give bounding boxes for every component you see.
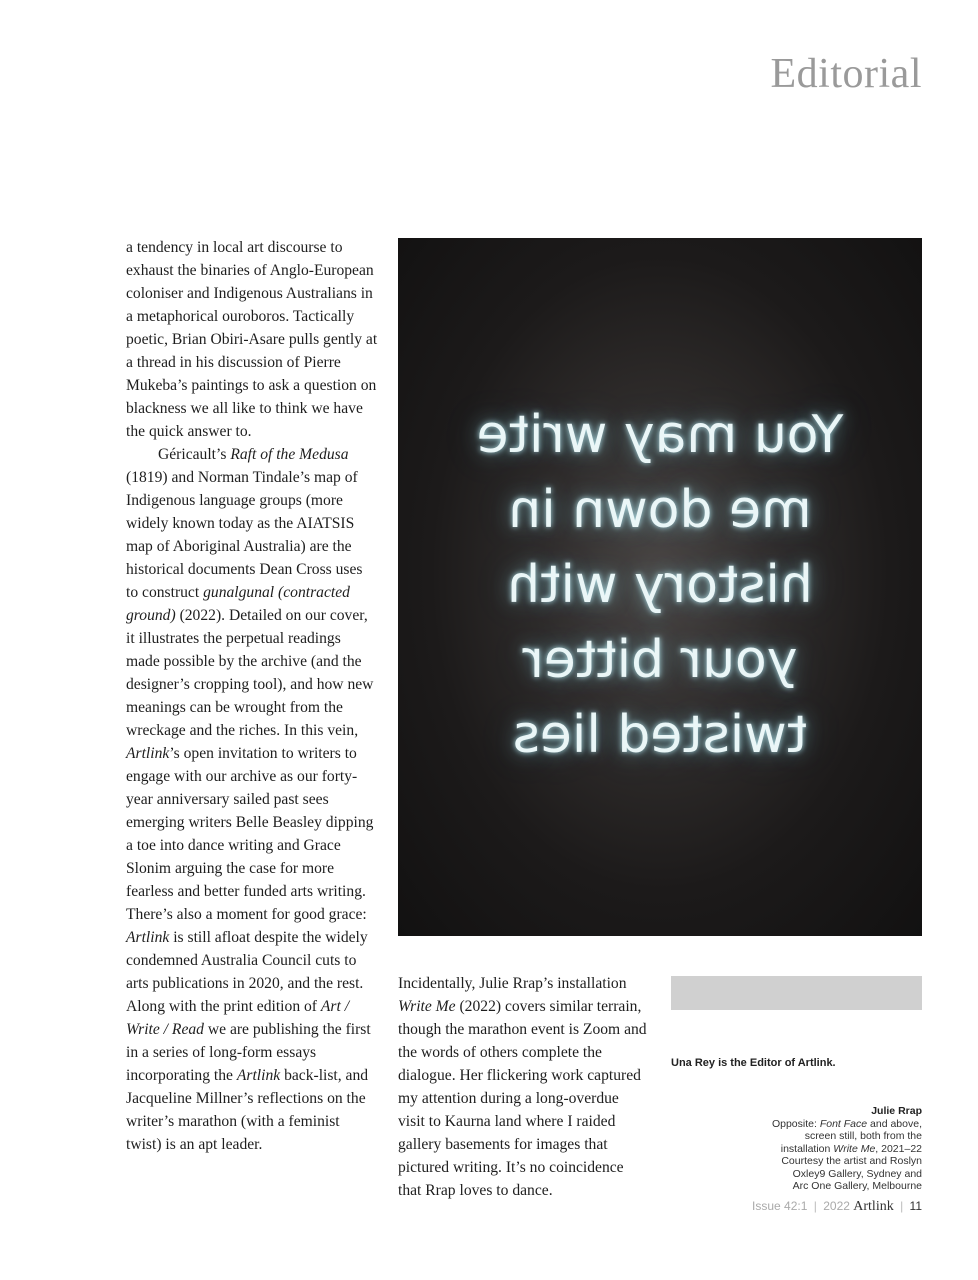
editor-bio: Una Rey is the Editor of Artlink.: [671, 1057, 836, 1069]
issue-label: Issue 42:1: [752, 1199, 808, 1213]
paragraph-3: Incidentally, Julie Rrap’s installation Write Me (2022) covers similar terrain, though the marathon event is Zoom and the words of others complete the dialogue. Her flickering work captured my attention during a long-overdue visit to Kaurna land where I raided gallery basements for images that pictured writing. It’s no coincidence that Rrap loves to dance.: [398, 975, 647, 1199]
magazine-name: Artlink: [853, 1199, 894, 1214]
artwork-photo-neon-text: [398, 238, 922, 936]
article-column-left: [126, 236, 378, 1156]
section-title: Editorial: [770, 51, 922, 97]
neon-line: me down in: [508, 480, 812, 540]
neon-line: twisted lies: [512, 705, 808, 765]
issue-year: 2022: [823, 1199, 850, 1213]
mirrored-neon-text: [398, 398, 922, 773]
page-number: 11: [909, 1199, 922, 1213]
neon-line: history with: [507, 555, 813, 615]
article-column-middle: [398, 972, 648, 1202]
paragraph-1: a tendency in local art discourse to exhaust the binaries of Anglo-European coloniser and Indigenous Australians in a metaphorical ouroboros. Tactically poetic, Brian Obiri-Asare pulls gently at a thread in his discussion of Pierre Mukeba’s paintings to ask a question on blackness we all like to think we have the quick answer to.: [126, 239, 378, 440]
caption-line: screen still, both from the: [804, 1130, 922, 1142]
caption-line: Arc One Gallery, Melbourne: [792, 1180, 922, 1192]
neon-line: your bitter: [522, 630, 798, 690]
paragraph-2: Géricault’s Raft of the Medusa (1819) and Norman Tindale’s map of Indigenous language groups (more widely known today as the AIATSIS map of Aboriginal Australia) are the historical documents Dean Cross uses to construct gunalgunal (contracted ground) (2022). Detailed on our cover, it illustrates the perpetual readings made possible by the archive (and the designer’s cropping tool), and how new meanings can be wrought from the wreckage and the riches. In this vein, Artlink’s open invitation to writers to engage with our archive as our forty-year anniversary sailed past sees emerging writers Belle Beasley dipping a toe into dance writing and Grace Slonim arguing the case for more fearless and better funded arts writing. There’s also a moment for good grace: Artlink is still afloat despite the widely condemned Australia Council cuts to arts publications in 2020, and the rest. Along with the print edition of Art / Write / Read we are publishing the first in a series of long-form essays incorporating the Artlink back-list, and Jacqueline Millner’s reflections on the writer’s marathon (with a feminist twist) is an apt leader.: [126, 446, 374, 1153]
caption-artist: Julie Rrap: [871, 1105, 922, 1117]
caption-line: installation Write Me, 2021–22: [780, 1142, 922, 1155]
page-footer: [752, 1199, 922, 1215]
caption-line: Oxley9 Gallery, Sydney and: [792, 1167, 922, 1180]
neon-line: You may write: [476, 405, 844, 465]
footer-separator: |: [900, 1199, 904, 1213]
caption-line: Courtesy the artist and Roslyn: [781, 1155, 922, 1167]
image-caption: [722, 1105, 922, 1193]
divider-bar: [671, 976, 922, 1010]
footer-separator: |: [813, 1199, 817, 1213]
caption-line: Opposite: Font Face and above,: [771, 1117, 922, 1130]
